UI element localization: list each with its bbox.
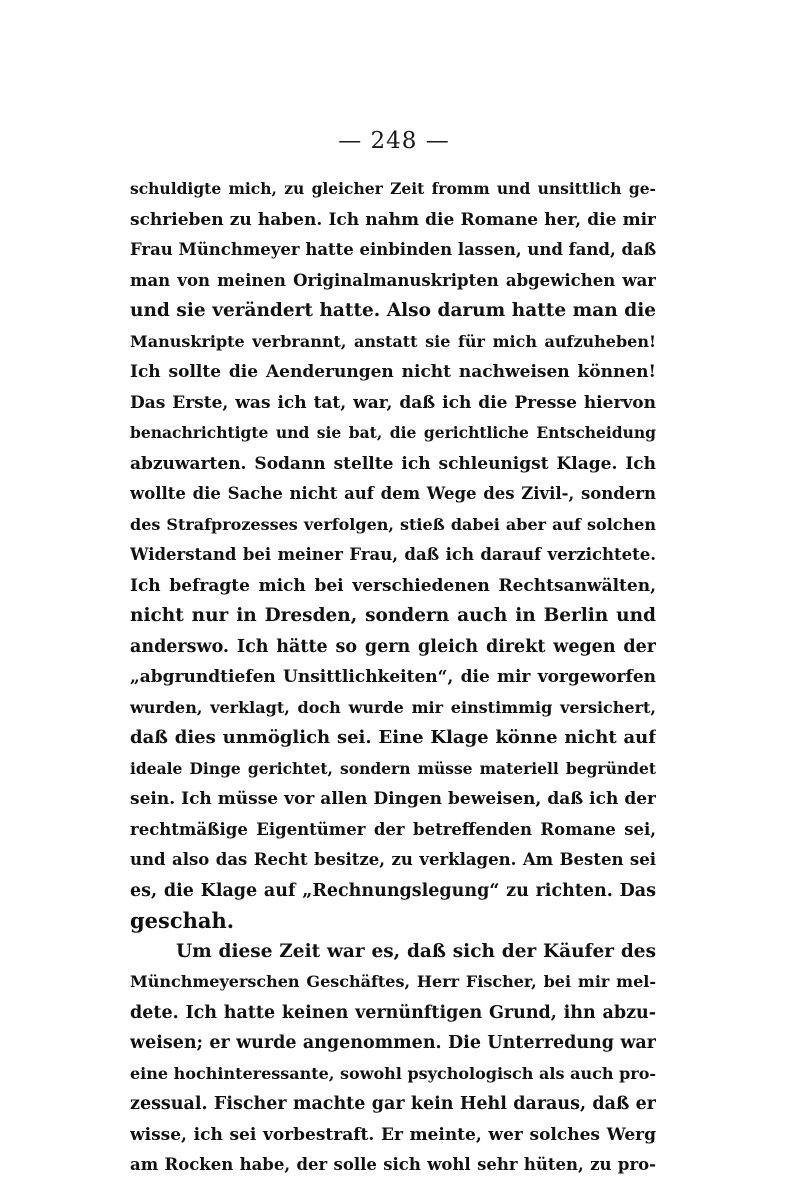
text-line: Münchmeyerschen Geschäftes, Herr Fischer, bei mir mel- [130,972,656,991]
text-line: am Rocken habe, der solle sich wohl sehr hüten, zu pro- [130,1155,656,1174]
text-line: wisse, ich sei vorbestraft. Er meinte, wer solches Werg [130,1124,656,1145]
text-line: Ich befragte mich bei verschiedenen Rechtsanwälten, [130,575,656,596]
text-line: daß dies unmöglich sei. Eine Klage könne nicht auf [130,727,656,748]
text-line: Das Erste, was ich tat, war, daß ich die Presse hiervon [130,392,656,413]
text-line: eine hochinteressante, sowohl psychologisch als auch pro- [130,1063,656,1083]
text-line: und sie verändert hatte. Also darum hatte man die [130,300,656,321]
paragraph-start-line: Um diese Zeit war es, daß sich der Käufer des [176,940,656,962]
page-number: — 248 — [338,128,450,154]
paragraph-end-line: geschah. [130,908,235,933]
text-line: weisen; er wurde angenommen. Die Unterredung war [130,1033,656,1053]
text-line: „abgrundtiefen Unsittlichkeiten“, die mir vorgeworfen [130,667,656,687]
text-line: benachrichtigte und sie bat, die gerichtliche Entscheidung [130,423,656,442]
text-line: dete. Ich hatte keinen vernünftigen Grund, ihn abzu- [130,1002,656,1023]
text-line: es, die Klage auf „Rechnungslegung“ zu richten. Das [130,880,656,901]
text-line: abzuwarten. Sodann stellte ich schleunigst Klage. Ich [130,453,656,474]
text-line: wollte die Sache nicht auf dem Wege des Zivil-, sondern [130,484,656,503]
text-line: ideale Dinge gerichtet, sondern müsse materiell begründet [130,758,656,778]
text-line: wurden, verklagt, doch wurde mir einstimmig versichert, [130,697,656,717]
text-line: Frau Münchmeyer hatte einbinden lassen, und fand, daß [130,240,656,259]
text-line: man von meinen Originalmanuskripten abgewichen war [130,270,656,290]
body-text [130,174,656,1181]
text-line: und also das Recht besitze, zu verklagen. Am Besten sei [130,850,656,869]
text-line: nicht nur in Dresden, sondern auch in Berlin und [130,605,656,626]
text-line: Widerstand bei meiner Frau, daß ich darauf verzichtete. [130,545,656,564]
text-line: rechtmäßige Eigentümer der betreffenden Romane sei, [130,819,656,839]
text-line: des Strafprozesses verfolgen, stieß dabei aber auf solchen [130,514,656,534]
text-line: anderswo. Ich hätte so gern gleich direkt wegen der [130,636,656,657]
text-line: sein. Ich müsse vor allen Dingen beweisen, daß ich der [130,789,656,809]
text-line: Ich sollte die Aenderungen nicht nachweisen können! [130,362,656,382]
text-line: schrieben zu haben. Ich nahm die Romane her, die mir [130,209,656,230]
text-line: schuldigte mich, zu gleicher Zeit fromm und unsittlich ge- [130,179,656,198]
text-line: Manuskripte verbrannt, anstatt sie für mich aufzuheben! [130,331,656,351]
text-line: zessual. Fischer machte gar kein Hehl daraus, daß er [130,1094,656,1114]
